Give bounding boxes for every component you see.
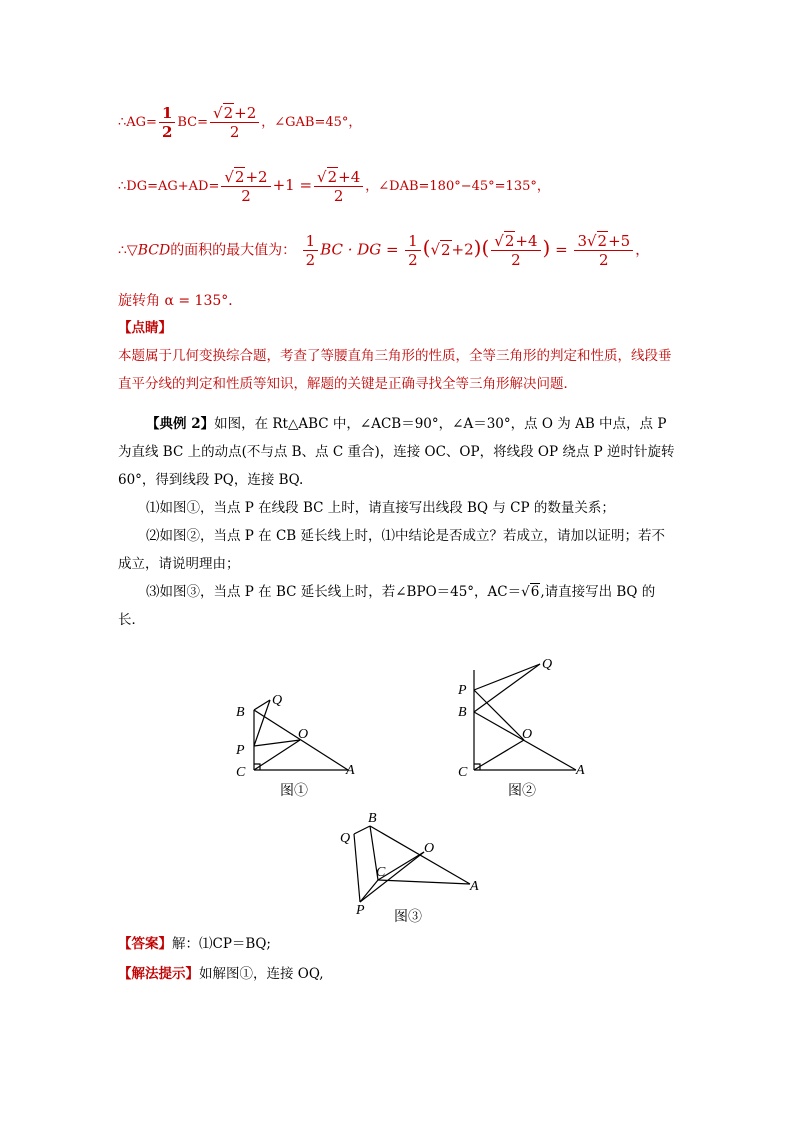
label-p: P xyxy=(356,903,365,918)
label-c: C xyxy=(376,865,386,880)
fraction: $\frac{1}{2}$ xyxy=(159,104,175,141)
hint-line: 【解法提示】如解图①，连接 OQ, xyxy=(118,966,324,982)
label-a: A xyxy=(470,879,479,894)
label-b: B xyxy=(236,705,245,720)
fraction: $\frac{1}{2}$ xyxy=(303,232,319,269)
answer-line: 【答案】解：⑴CP＝BQ; xyxy=(118,936,271,952)
figure-1-caption: 图① xyxy=(280,783,308,799)
question-3: ⑶如图③，当点 P 在 BC 延长线上时，若∠BPO＝45°，AC＝√6,请直接写出 BQ 的长． xyxy=(118,584,656,628)
label-p: P xyxy=(236,743,245,758)
figure-3-caption: 图③ xyxy=(394,909,422,925)
label-c: C xyxy=(458,765,468,780)
label-q: Q xyxy=(542,657,553,672)
solution-line-2: ∴DG=AG+AD= $\frac{√2+2}{2}$ +1 = $\frac{√2+4}{2}$ ，∠DAB=180°−45°=135°， xyxy=(118,168,550,205)
fraction: $\frac{1}{2}$ xyxy=(405,232,421,269)
label-a: A xyxy=(576,763,585,778)
question-2: ⑵如图②，当点 P 在 CB 延长线上时，⑴中结论是否成立？若成立，请加以证明；若不成立，请说明理由； xyxy=(118,528,665,572)
label-o: O xyxy=(424,841,435,856)
label-b: B xyxy=(368,811,377,826)
figure-3 xyxy=(354,826,470,902)
figure-2-caption: 图② xyxy=(508,783,536,799)
fraction: $\frac{3√2+5}{2}$ xyxy=(574,232,633,269)
label-q: Q xyxy=(340,831,351,846)
comment-title: 【点睛】 xyxy=(118,320,172,336)
example-intro: 【典例 2】如图，在 Rt△ABC 中，∠ACB＝90°，∠A＝30°，点 O 为 AB 中点，点 P 为直线 BC 上的动点(不与点 B、点 C 重合)，连接 OC、OP，将线段 OP 绕点 P 逆时针旋转 60°，得到线段 PQ，连接 BQ. xyxy=(118,416,675,488)
label-o: O xyxy=(522,727,533,742)
label-q: Q xyxy=(272,693,283,708)
label-b: B xyxy=(458,705,467,720)
label-o: O xyxy=(298,727,309,742)
label-p: P xyxy=(458,683,467,698)
label-c: C xyxy=(236,765,246,780)
fraction: $\frac{√2+4}{2}$ xyxy=(314,168,363,205)
fraction: $\frac{√2+2}{2}$ xyxy=(210,104,259,141)
solution-line-3: ∴▽BCD的面积的最大值为： $\frac{1}{2}$ BC · DG = $\frac{1}{2}$ (√2+2)( $\frac{√2+4}{2}$ ) = $\frac{3√2+5}{2}$ ， xyxy=(118,232,650,269)
fraction: $\frac{√2+2}{2}$ xyxy=(221,168,270,205)
label-a: A xyxy=(346,763,355,778)
question-1: ⑴如图①，当点 P 在线段 BC 上时，请直接写出线段 BQ 与 CP 的数量关系； xyxy=(146,500,615,516)
solution-line-4: 旋转角 α = 135°． xyxy=(118,293,243,309)
comment-body: 本题属于几何变换综合题，考查了等腰直角三角形的性质，全等三角形的判定和性质，线段垂直平分线的判定和性质等知识，解题的关键是正确寻找全等三角形解决问题． xyxy=(118,348,672,392)
figure-2 xyxy=(474,664,576,770)
solution-line-1: ∴AG= $\frac{1}{2}$ BC= $\frac{√2+2}{2}$ ，∠GAB=45°， xyxy=(118,104,362,141)
answer-block xyxy=(118,930,678,988)
